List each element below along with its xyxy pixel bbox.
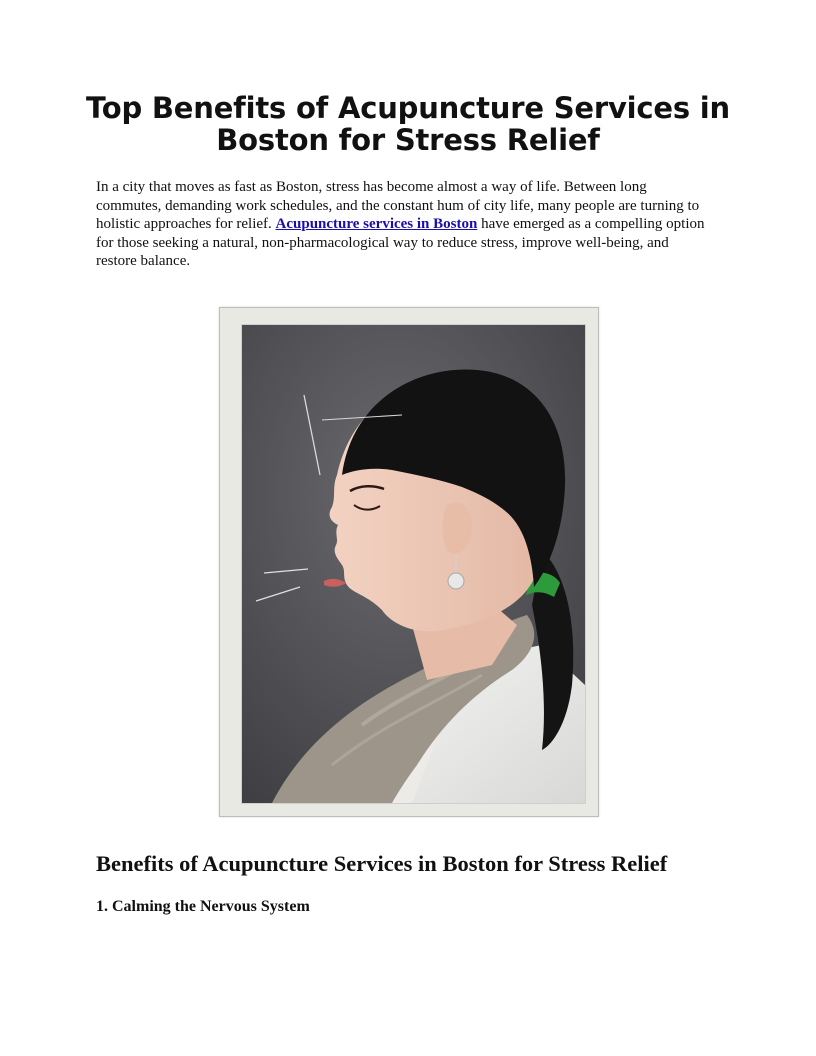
article-title: Top Benefits of Acupuncture Services in Boston for Stress Relief (85, 91, 730, 157)
earring (448, 573, 464, 589)
woman-acupuncture-illustration (242, 325, 585, 803)
acupuncture-photo (241, 324, 586, 804)
acupuncture-services-link[interactable]: Acupuncture services in Boston (275, 216, 478, 232)
intro-text-after-link: have emerged as a compelling option for those seeking a natural, non-pharmacological way to reduce stress, improve well-being, and restore balance. (96, 216, 705, 269)
intro-text-before-link: In a city that moves as fast as Boston, stress has become almost a way of life. Between long commutes, demanding work schedules, and the constant hum of city life, many people are turning to holistic approaches for relief. (96, 179, 700, 232)
section-heading: Benefits of Acupuncture Services in Boston for Stress Relief (96, 851, 668, 876)
photo-frame (219, 307, 599, 817)
subheading-calming-nervous-system: 1. Calming the Nervous System (96, 898, 310, 915)
intro-paragraph (96, 178, 706, 271)
